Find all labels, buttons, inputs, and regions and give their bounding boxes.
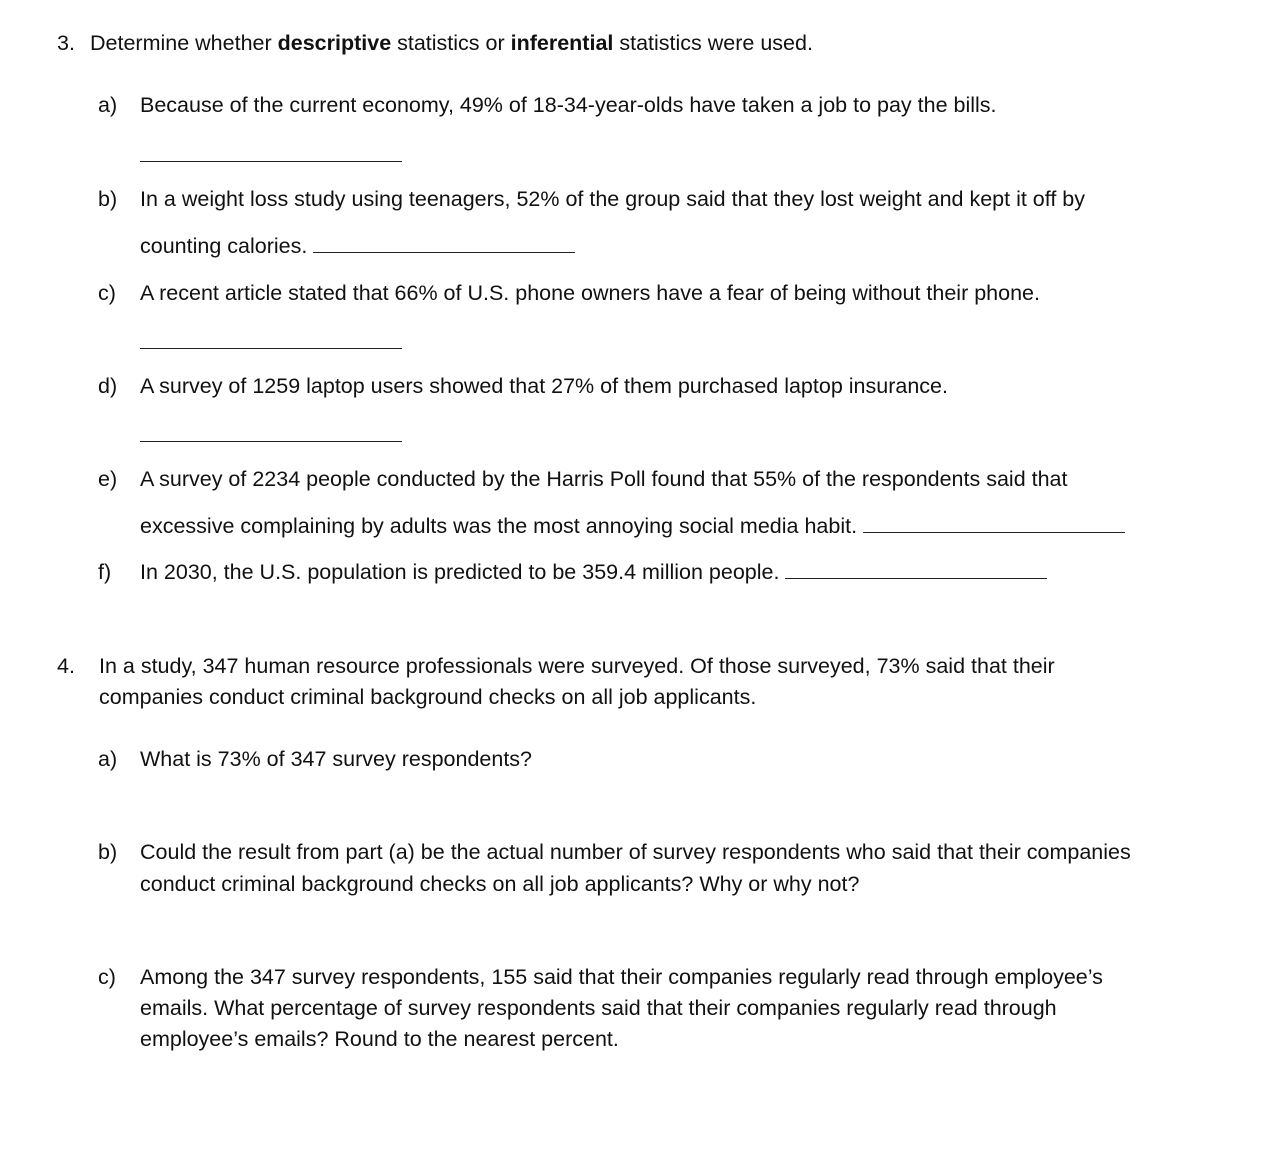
question-4-line1: In a study, 347 human resource professionals were surveyed. Of those surveyed, 73% said that their — [99, 654, 1055, 678]
item-4b-label: b) — [98, 840, 118, 864]
item-3c-label: c) — [98, 281, 116, 305]
item-3d-label: d) — [98, 374, 118, 398]
answer-blank-3e[interactable] — [863, 532, 1125, 533]
item-3e-line2 — [140, 514, 1125, 539]
item-3a-text: Because of the current economy, 49% of 18-34-year-olds have taken a job to pay the bills. — [140, 93, 997, 117]
item-3b-line2 — [140, 234, 575, 259]
answer-blank-3b[interactable] — [313, 252, 575, 253]
item-4c-line3: employee’s emails? Round to the nearest percent. — [140, 1027, 619, 1051]
item-4a-label: a) — [98, 747, 118, 771]
item-3f-label: f) — [98, 560, 112, 584]
question-3-number: 3. — [57, 31, 75, 55]
prompt-text: statistics were used. — [613, 31, 813, 55]
item-3b-label: b) — [98, 187, 118, 211]
prompt-bold-inferential: inferential — [510, 31, 614, 55]
prompt-bold-descriptive: descriptive — [277, 31, 392, 55]
item-3e-label: e) — [98, 467, 118, 491]
item-3b-line1: In a weight loss study using teenagers, 52% of the group said that they lost weight and kept it off by — [140, 187, 1085, 211]
question-4-line2: companies conduct criminal background checks on all job applicants. — [99, 685, 757, 709]
question-4-number: 4. — [57, 654, 75, 678]
item-4b-line2: conduct criminal background checks on all job applicants? Why or why not? — [140, 872, 860, 896]
answer-blank-3d[interactable] — [140, 441, 402, 442]
item-3a-label: a) — [98, 93, 118, 117]
item-4a-text: What is 73% of 347 survey respondents? — [140, 747, 532, 771]
item-4b-line1: Could the result from part (a) be the actual number of survey respondents who said that their companies — [140, 840, 1131, 864]
answer-blank-3f[interactable] — [785, 578, 1047, 579]
answer-blank-3c[interactable] — [140, 348, 402, 349]
item-3c-text: A recent article stated that 66% of U.S. phone owners have a fear of being without their phone. — [140, 281, 1040, 305]
prompt-text: Determine whether — [90, 31, 278, 55]
question-3-prompt — [90, 31, 813, 56]
item-3f-text: In 2030, the U.S. population is predicted to be 359.4 million people. — [140, 560, 786, 584]
prompt-text: statistics or — [391, 31, 511, 55]
item-4c-line2: emails. What percentage of survey respondents said that their companies regularly read through — [140, 996, 1057, 1020]
item-3e-line2-text: excessive complaining by adults was the most annoying social media habit. — [140, 514, 864, 538]
item-4c-label: c) — [98, 965, 116, 989]
item-3d-text: A survey of 1259 laptop users showed that 27% of them purchased laptop insurance. — [140, 374, 948, 398]
item-3e-line1: A survey of 2234 people conducted by the Harris Poll found that 55% of the respondents said that — [140, 467, 1068, 491]
item-3f-line — [140, 560, 1047, 585]
answer-blank-3a[interactable] — [140, 161, 402, 162]
item-3b-line2-text: counting calories. — [140, 234, 314, 258]
item-4c-line1: Among the 347 survey respondents, 155 said that their companies regularly read through employee’s — [140, 965, 1103, 989]
